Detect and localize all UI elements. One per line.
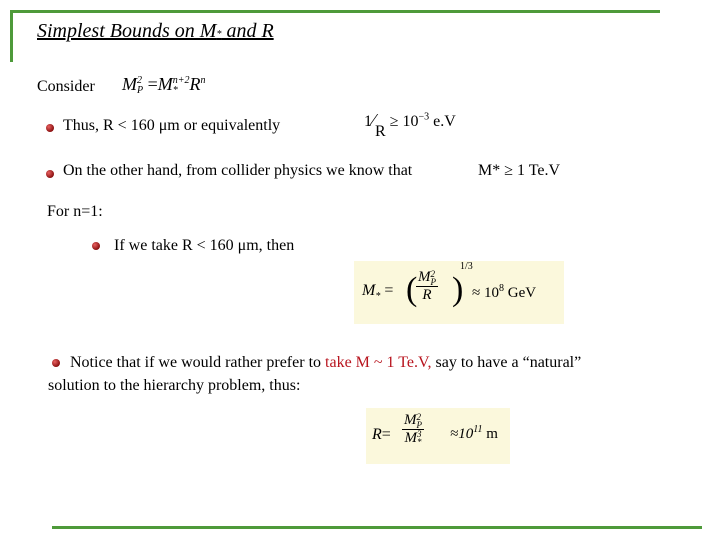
fundamental-mass-formula: $M_*$ = ( M 2 P R ) 1/3 ≈ $10^8$ GeV [354, 261, 564, 324]
bullet-icon [46, 170, 54, 178]
radius-formula: R= M 2 P M 3 * $\approx 10^{11}$ m [366, 408, 510, 464]
bullet-notice-text-line2: solution to the hierarchy problem, thus: [48, 377, 301, 394]
left-accent-bar [10, 10, 13, 62]
bottom-accent-bar [52, 526, 702, 529]
consider-label: Consider [37, 78, 95, 95]
slide-title: Simplest Bounds on M* and R [37, 20, 274, 42]
bullet-icon [52, 359, 60, 367]
bullet-icon [92, 242, 100, 250]
n1-label: For n=1: [47, 203, 103, 220]
bullet-if-we-take-text: If we take R < 160 μm, then [114, 237, 295, 254]
inverse-radius-bound: 1⁄R ≥ $10^{-3}$ e.V [364, 110, 456, 140]
bullet-notice-text: Notice that if we would rather prefer to take M ~ 1 Te.V, say to have a “natural” [70, 354, 582, 371]
collider-mass-bound: M* ≥ 1 Te.V [478, 162, 561, 179]
planck-mass-equation: M 2 P =M n+2 * $R^n$ [122, 74, 206, 96]
bullet-icon [46, 124, 54, 132]
top-accent-bar [10, 10, 660, 13]
bullet-collider-text: On the other hand, from collider physics we know that [63, 162, 413, 179]
bullet-thus-text: Thus, R < 160 μm or equivalently [63, 117, 281, 134]
